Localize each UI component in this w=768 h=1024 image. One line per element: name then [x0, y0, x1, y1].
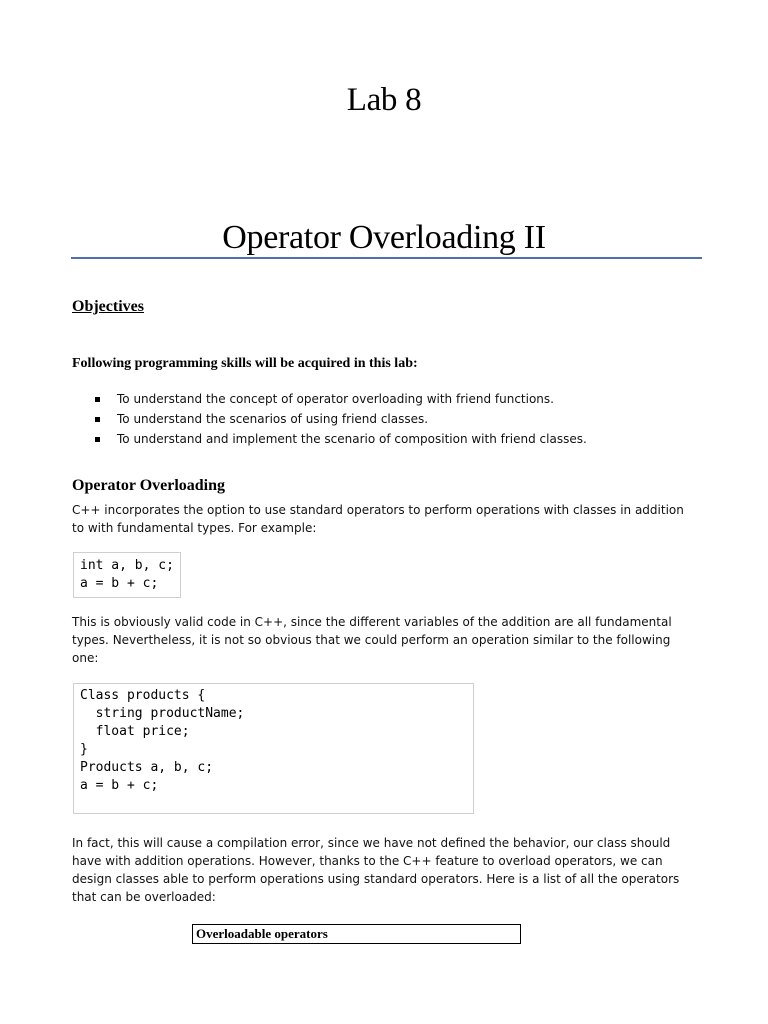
list-item: To understand and implement the scenario of composition with friend classes. — [93, 429, 587, 449]
explanation-paragraph: This is obviously valid code in C++, since the different variables of the addition are all fundamental types. Nevertheless, it is not so obvious that we could perform an operation similar to the following one: — [72, 615, 672, 665]
list-item: To understand the scenarios of using friend classes. — [93, 409, 587, 429]
page-title: Operator Overloading II — [222, 219, 546, 256]
section-heading: Operator Overloading — [72, 477, 226, 494]
title-divider — [71, 257, 702, 259]
intro-paragraph: C++ incorporates the option to use standard operators to perform operations with classes in addition to with fundamental types. For example: — [72, 503, 684, 535]
list-item: To understand the concept of operator overloading with friend functions. — [93, 389, 587, 409]
code-snippet-basic: int a, b, c; a = b + c; — [73, 552, 181, 598]
operators-table-header: Overloadable operators — [192, 924, 521, 944]
objectives-heading: Objectives — [72, 298, 144, 315]
objectives-list — [93, 389, 587, 449]
lab-title: Lab 8 — [346, 82, 422, 118]
conclusion-paragraph: In fact, this will cause a compilation error, since we have not defined the behavior, our class should have with addition operations. However, thanks to the C++ feature to overload operators, we can design classes able to perform operations using standard operators. Here is a list of all the operators that can be overloaded: — [72, 836, 680, 904]
code-snippet-class: Class products { string productName; float price; } Products a, b, c; a = b + c; — [73, 683, 474, 814]
skills-heading: Following programming skills will be acquired in this lab: — [72, 356, 418, 371]
